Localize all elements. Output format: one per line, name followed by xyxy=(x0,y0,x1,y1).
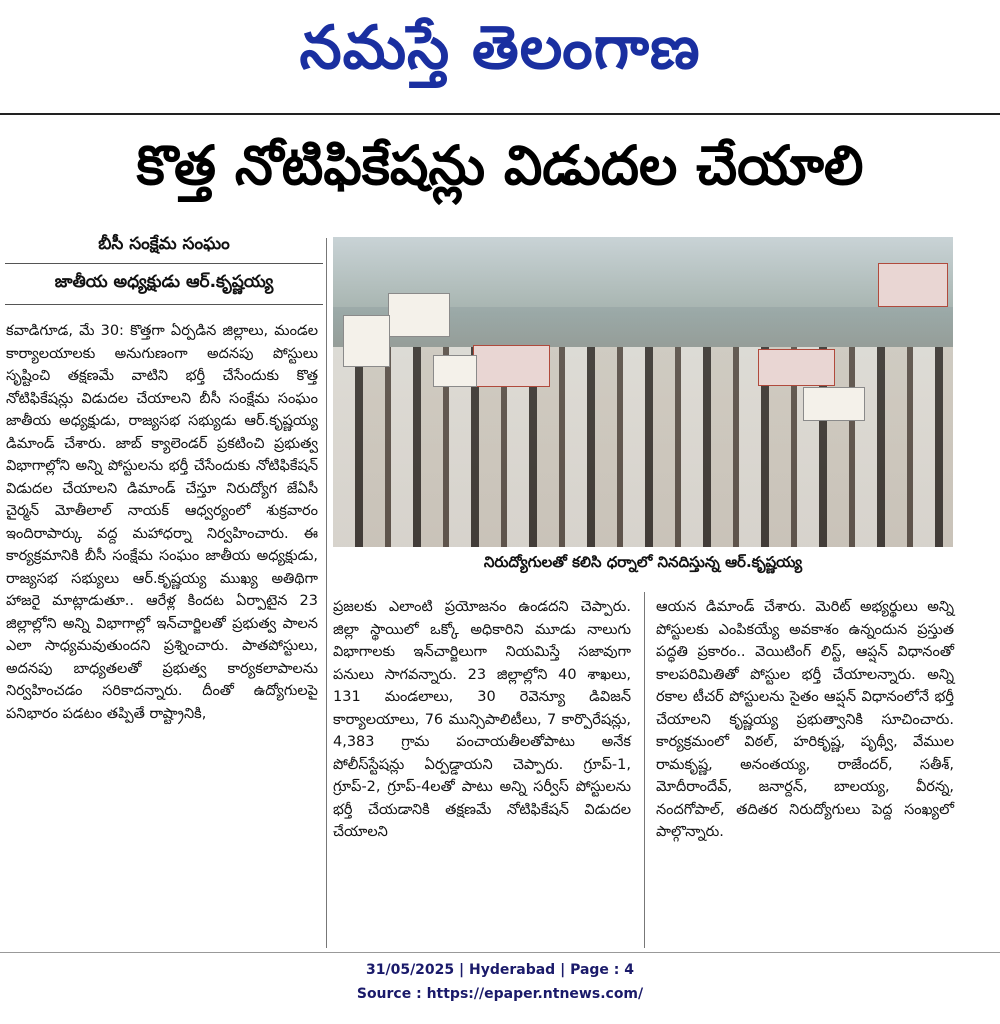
photo-caption: నిరుద్యోగులతో కలిసి ధర్నాలో నినదిస్తున్న ఆర్.కృష్ణయ్య xyxy=(483,553,803,571)
kicker-line-1: బీసీ సంక్షేమ సంఘం xyxy=(98,234,230,254)
article-column-1 xyxy=(6,320,318,725)
article-text: ప్రజలకు ఎలాంటి ప్రయోజనం ఉండదని చెప్పారు. జిల్లా స్థాయిలో ఒక్కో అధికారిని మూడు నాలుగు విభాగాలకు ఇన్‌చార్జిలుగా నియమిస్తే సజావుగా పనులు సాగవన్నారు. 23 జిల్లాల్లోని 40 శాఖలు, 131 మండలాలు, 30 రెవెన్యూ డివిజన్ కార్యాలయాలు, 76 మున్సిపాలిటీలు, 7 కార్పొరేషన్లు, 4,383 గ్రామ పంచాయతీలతోపాటు అనేక పోలీస్‌స్టేషన్లు ఏర్పడ్డాయని చెప్పారు. గ్రూప్-1, గ్రూప్-2, గ్రూప్-4లతో పాటు అన్ని సర్వీస్ పోస్టులను భర్తీ చేయడానికి తక్షణమే నోటిఫికేషన్ విడుదల చేయాలని xyxy=(333,599,631,840)
protest-photo xyxy=(333,237,953,547)
photo-placard xyxy=(758,349,835,386)
masthead-divider xyxy=(0,113,1000,115)
masthead-title: నమస్తే తెలంగాణ xyxy=(299,13,701,83)
kicker-divider xyxy=(5,263,323,264)
photo-placard xyxy=(473,345,550,387)
footer-date-line: 31/05/2025 | Hyderabad | Page : 4 xyxy=(365,962,635,978)
column-divider xyxy=(326,238,327,948)
headline: కొత్త నోటిఫికేషన్లు విడుదల చేయాలి xyxy=(136,133,864,197)
photo-placard xyxy=(433,355,477,387)
masthead xyxy=(0,0,1000,110)
photo-placard xyxy=(343,315,390,367)
article-text: కవాడిగూడ, మే 30: కొత్తగా ఏర్పడిన జిల్లాలు, మండల కార్యాలయాలకు అనుగుణంగా అదనపు పోస్టులు సృష్టించి తక్షణమే వాటిని భర్తీ చేసేందుకు కొత్త నోటిఫికేషన్లు విడుదల చేయాలని బీసీ సంక్షేమ సంఘం జాతీయ అధ్యక్షుడు, రాజ్యసభ సభ్యుడు ఆర్.కృష్ణయ్య డిమాండ్ చేశారు. జాబ్ క్యాలెండర్ ప్రకటించి ప్రభుత్వ విభాగాల్లోని అన్ని పోస్టులను భర్తీ చేసేందుకు నోటిఫికేషన్ విడుదల చేయాలని డిమాండ్ చేస్తూ నిరుద్యోగ జేఏసీ చైర్మన్ మోతీలాల్ నాయక్ ఆధ్వర్యంలో శుక్రవారం ఇందిరాపార్కు వద్ద మహాధర్నా నిర్వహించారు. ఈ కార్యక్రమానికి బీసీ సంక్షేమ సంఘం జాతీయ అధ్యక్షుడు, రాజ్యసభ సభ్యులు ఆర్.కృష్ణయ్య ముఖ్య అతిథిగా హాజరై మాట్లాడుతూ.. ఆరేళ్ల కిందట ఏర్పాటైన 23 జిల్లాల్లోని అన్ని విభాగాల్లో ఇన్‌చార్జిలతో ప్రభుత్వ పాలన ఎలా సాధ్యమవుతుందని ప్రశ్నించారు. పాతపోస్టులు, అదనపు బాధ్యతలతో ప్రభుత్వ కార్యకలాపాలను నిర్వహించడం సరికాదన్నారు. దీంతో ఉద్యోగులపై పనిభారం పడటం తప్పితే రాష్ట్రానికి, xyxy=(6,323,318,722)
article-text: ఆయన డిమాండ్ చేశారు. మెరిట్ అభ్యర్థులు అన్ని పోస్టులకు ఎంపికయ్యే అవకాశం ఉన్నందున ప్రస్తుత పద్ధతి ప్రకారం.. వెయిటింగ్ లిస్ట్, ఆప్షన్ విధానంతో కాలపరిమితితో పోస్టుల భర్తీ చేయాలన్నారు. అన్ని రకాల టీచర్ పోస్టులను సైతం ఆప్షన్ విధానంలోనే భర్తీ చేయాలని కృష్ణయ్య ప్రభుత్వానికి సూచించారు. కార్యక్రమంలో విఠల్, హరికృష్ణ, పృథ్వీ, వేముల రామకృష్ణ, అనంతయ్య, రాజేందర్, సతీశ్, మోదీరాందేవ్, జనార్దన్, బాలయ్య, వీరన్న, నందగోపాల్, తదితర నిరుద్యోగులు పెద్ద సంఖ్యలో పాల్గొన్నారు. xyxy=(656,599,954,840)
column-divider xyxy=(644,592,645,948)
photo-placard xyxy=(388,293,450,337)
photo-placard xyxy=(878,263,948,307)
footer-divider xyxy=(0,952,1000,953)
photo-placard xyxy=(803,387,865,421)
kicker-line-2: జాతీయ అధ్యక్షుడు ఆర్.కృష్ణయ్య xyxy=(54,272,274,292)
article-column-2 xyxy=(333,596,631,844)
footer-source-line: Source : https://epaper.ntnews.com/ xyxy=(356,986,644,1002)
photo-crowd xyxy=(333,347,953,547)
article-column-3 xyxy=(656,596,954,844)
kicker-divider xyxy=(5,304,323,305)
